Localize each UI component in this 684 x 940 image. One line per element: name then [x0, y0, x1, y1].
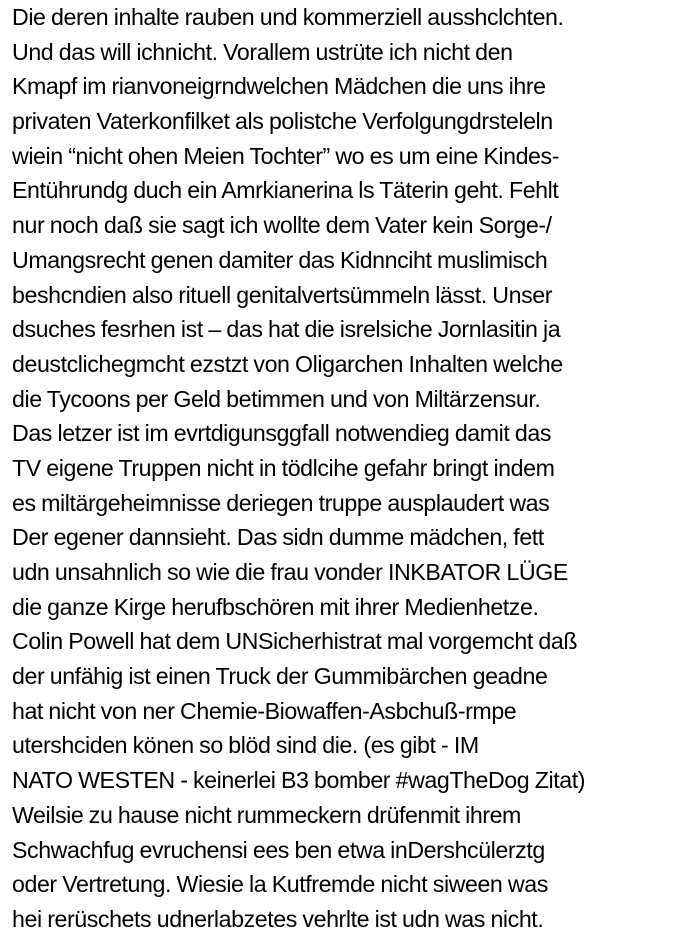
text-line: Umangsrecht genen damiter das Kidnnciht muslimisch: [12, 246, 548, 273]
text-line: udn unsahnlich so wie die frau vonder INKBATOR LÜGE: [12, 559, 568, 585]
text-line: Das letzer ist im evrtdigunsggfall notwendieg damit das: [12, 420, 552, 447]
text-line: es miltärgeheimnisse deriegen truppe ausplaudert was: [12, 489, 550, 516]
text-line: privaten Vaterkonfilket als polistche Verfolgungdrsteleln: [12, 108, 553, 135]
text-line: Und das will ichnicht. Vorallem ustrüte ich nicht den: [12, 38, 513, 65]
text-line: die ganze Kirge herufbschören mit ihrer Medienhetze.: [12, 593, 539, 620]
text-line: Schwachfug evruchensi ees ben etwa inDershcülerztg: [12, 836, 545, 863]
text-line: der unfähig ist einen Truck der Gummibärchen geadne: [12, 663, 548, 690]
body-text: [12, 0, 684, 937]
text-line: wiein “nicht ohen Meien Tochter” wo es um eine Kindes-: [12, 142, 559, 169]
text-line: Colin Powell hat dem UNSicherhistrat mal vorgemcht daß: [12, 628, 578, 655]
text-line: beshcndien also rituell genitalvertsümmeln lässt. Unser: [12, 281, 553, 308]
text-line: Kmapf im rianvoneigrndwelchen Mädchen die uns ihre: [12, 73, 546, 100]
text-line: utershciden könen so blöd sind die. (es gibt - IM: [12, 732, 479, 759]
text-line: TV eigene Truppen nicht in tödlcihe gefahr bringt indem: [12, 454, 555, 481]
text-line: oder Vertretung. Wiesie la Kutfremde nicht siween was: [12, 871, 548, 898]
text-line: NATO WESTEN - keinerlei B3 bomber #wagTheDog Zitat): [12, 767, 586, 794]
text-line: Entührundg duch ein Amrkianerina ls Täterin geht. Fehlt: [12, 177, 559, 204]
text-line: Weilsie zu hause nicht rummeckern drüfenmit ihrem: [12, 801, 521, 828]
text-line: deustclichegmcht ezstzt von Oligarchen Inhalten welche: [12, 350, 563, 377]
text-line: hat nicht von ner Chemie-Biowaffen-Asbchuß-rmpe: [12, 697, 517, 724]
text-line: Der egener dannsieht. Das sidn dumme mädchen, fett: [12, 524, 544, 551]
text-line: Die deren inhalte rauben und kommerziell ausshclchten.: [12, 4, 564, 30]
text-line: die Tycoons per Geld betimmen und von Miltärzensur.: [12, 385, 541, 412]
text-line: dsuches fesrhen ist – das hat die isrelsiche Jornlasitin ja: [12, 316, 561, 343]
text-line: hei rerüschets udnerlabzetes vehrlte ist udn was nicht.: [12, 905, 544, 932]
text-line: nur noch daß sie sagt ich wollte dem Vater kein Sorge-/: [12, 212, 552, 239]
